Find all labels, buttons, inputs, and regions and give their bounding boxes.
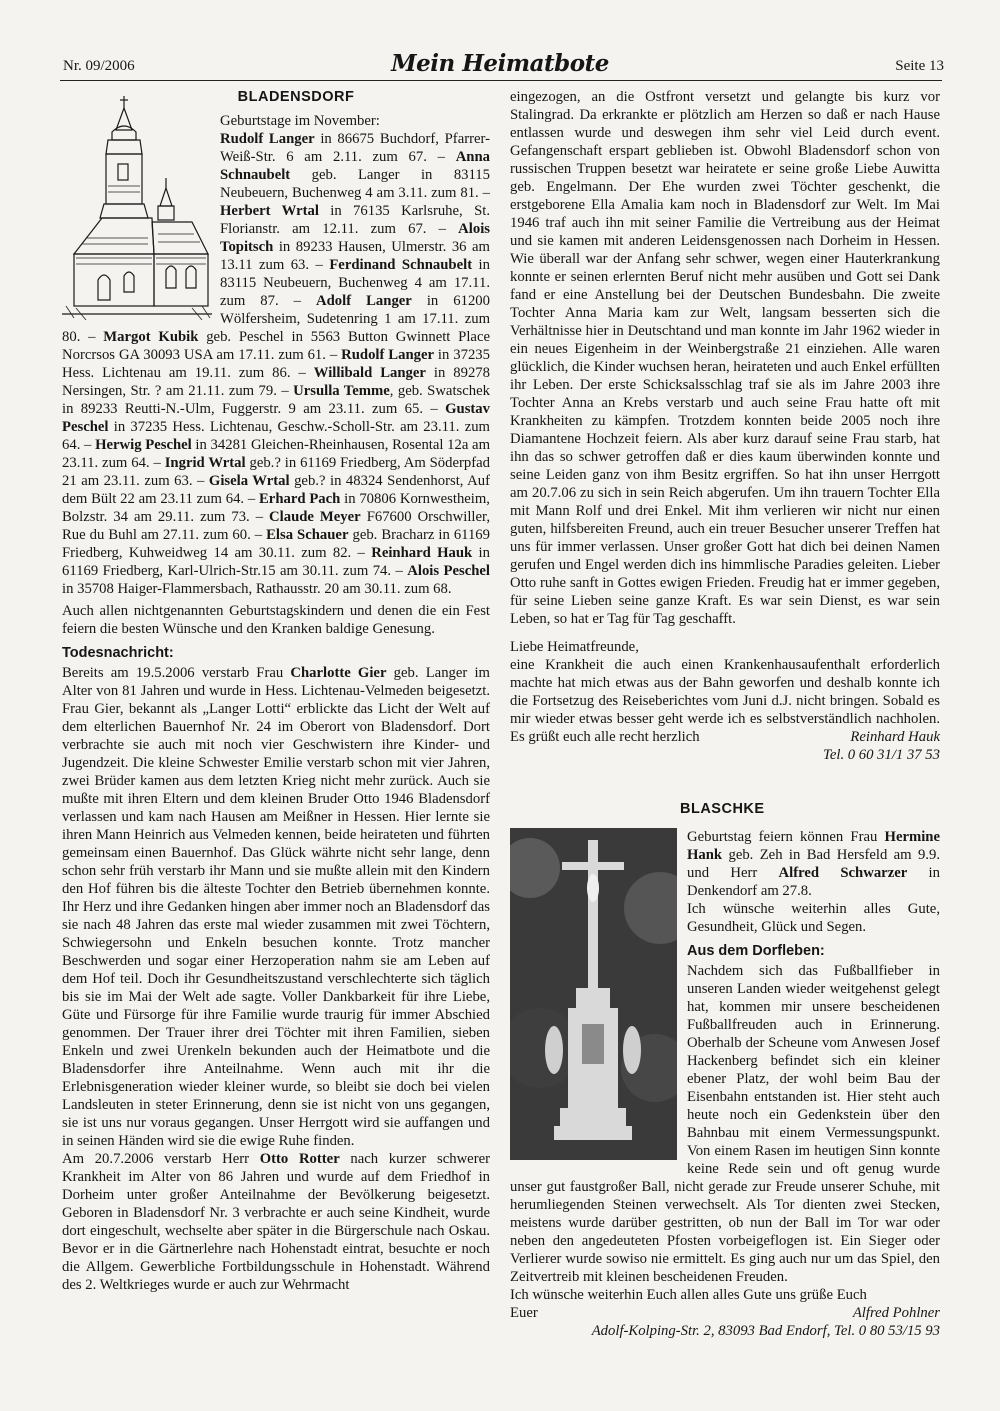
birthday-name: Rudolf Langer [341,347,434,363]
right-column [510,88,940,1340]
birthday-details: in 37235 Hess. Lichtenau, Geschw.-Scholl-Str. am 23.11. zum 64. – [62,419,490,453]
blaschke-name-1: Hermine Hank [687,829,940,863]
birthday-details: geb. Langer in 83115 Neubeuern, Buchenweg 4 am 3.11. zum 81. – [220,167,490,201]
birthday-details: in 89233 Hausen, Ulmerstr. 36 am 13.11 zum 63. – [220,239,490,273]
birthday-details: geb. Bracharz in 61169 Friedberg, Kuhweidweg 14 am 30.11. zum 82. – [62,527,490,561]
birthday-name: Anna Schnaubelt [220,149,490,183]
closing-signature-row [510,1304,940,1322]
birthday-name: Alois Peschel [407,563,490,579]
wishes-paragraph: Auch allen nichtgenannten Geburtstagskindern und denen die ein Fest feiern die besten Wünsche und den Kranken baldige Genesung. [62,603,490,637]
birthday-name: Gustav Peschel [62,401,490,435]
birthday-name: Alois Topitsch [220,221,490,255]
rotter-intro: Am 20.7.2006 verstarb Herr [62,1151,260,1167]
birthday-details: in 37235 Hess. Lichtenau am 19.11. zum 86. – [62,347,490,381]
page-number: Seite 13 [895,58,944,74]
birthday-name: Erhard Pach [259,491,341,507]
birthday-name: Margot Kubik [103,329,199,345]
birthday-details: in 61169 Friedberg, Karl-Ulrich-Str.15 am 30.11. zum 74. – [62,545,490,579]
village-life-heading: Aus dem Dorfleben: [687,943,825,959]
church-illustration [62,94,212,326]
bladensdorf-heading: BLADENSDORF [237,89,355,105]
issue-number: Nr. 09/2006 [63,58,135,74]
birthday-details: , geb. Swatschek in 89233 Reutti-N.-Ulm, Fuggerstr. 9 am 23.11. zum 65. – [62,383,490,417]
birthday-name: Rudolf Langer [220,131,315,147]
birthday-name: Herwig Peschel [95,437,192,453]
gier-name: Charlotte Gier [290,665,387,681]
birthday-details: geb. Peschel in 5563 Button Gwinnett Place Norcrsos GA 30093 USA am 17.11. zum 61. – [62,329,490,363]
gier-intro: Bereits am 19.5.2006 verstarb Frau [62,665,291,681]
blaschke-intro: Geburtstag feiern können Frau [687,829,885,845]
birthday-name: Willibald Langer [313,365,426,381]
birthday-details: geb.? in 48324 Sendenhorst, Auf dem Bült 22 am 23.11 zum 64. – [62,473,490,507]
letter-text [510,656,940,746]
closing-signature: Alfred Pohlner [852,1305,940,1321]
header-rule [60,80,942,81]
birthday-details: geb.? in 61169 Friedberg, Am Söderpfad 21 am 23.11. zum 63. – [62,455,490,489]
rotter-continued: eingezogen, an die Ostfront versetzt und gelangte bis kurz vor Stalingrad. Da erkrankte er plötzlich am Herzen so daß er nach Hause entlassen wurde und deswegen ihm sehr viel Leid durch event. Gefangenschaft erspart geblieben ist. Obwohl Bladensdorf schon von russischen Truppen besetzt war heiratete er seine große Liebe Auwitta geb. Engelmann. Der Ehe wurden zwei Töchter geschenkt, die erstgeborene Ella Amalia kam noch in Bladensdorf zur Welt. Im Mai 1946 traf auch ihn mit seiner Familie die Vertreibung aus der Heimat und sie kamen mit anderen Leidensgenossen nach Dorheim in Hessen. Wie überall war der Anfang sehr schwer, wegen einer Hauterkrankung konnte er seinen erlernten Beruf nicht mehr ausüben und Gott sei Dank fand er eine Anstellung bei der Deutschen Bundesbahn. Die zweite Tochter Anna Maria kam zur Welt, langsam besserten sich die Verhältnisse hier in Deutschtand und man konnte im Jahr 1962 wieder in ein neues Eigenheim in der Weinbergstraße 21 einziehen. Alle waren glücklich, die Kinder wuchsen heran, heirateten und auch Enkel erfüllten ihr Leben. Der erste Schicksalsschlag traf sie als im Jahre 2003 ihre Tochter Anna an Krebs verstarb und auch seine Frau hatte oft mit Krankheiten zu kämpfen. Trotzdem konnten beide 2005 noch ihre Diamantene Hochzeit feiern. Als aber kurz darauf seine Frau starb, hat ihn das so schwer getroffen daß er dies kaum überwinden konnte und seine Leiden ganz von ihm Besitz ergriffen. So hat ihn unser Herrgott am 20.7.06 zu sich in sein Reich abgerufen. Um ihn trauern Tochter Ella mit Mann Rolf und drei Enkel. Mit ihm verlieren wir nicht nur einen guten, hilfsbereiten Freund, auch ein treuer Besucher unserer Treffen hat uns für immer verlassen. Unser großer Gott hat dich bei deinen Namen gerufen und Engel werden dich ins himmlische Paradies geleiten. Lieber Otto ruhe sanft in Gottes ewigen Frieden. Freudig hat er immer gegeben, für seine Lieben seine ganze Kraft. Es war sein Dienst, es war sein Leben, so hat er Tag für Tag geschafft. [510,89,940,627]
newspaper-title: Mein Heimatbote [391,50,609,77]
birthday-name: Claude Meyer [269,509,361,525]
blaschke-wishes: Ich wünsche weiterhin alles Gute, Gesundheit, Glück und Segen. [687,901,940,935]
village-life-text: Nachdem sich das Fußballfieber in unseren Landen wieder weitgehenst gelegt hat, kommen mir unsere bescheidenen Fußballfreuden auch in Erinnerung. Oberhalb der Scheune vom Anwesen Josef Hackenberg befindet sich ein kleiner ebener Platz, der wohl beim Bau der Eisenbahn entstanden ist. Hier steht auch heute noch ein Gedenkstein über den Bahnbau mit einem Vermessungspunkt. Von einem Rasen im heutigen Sinn konnte keine Rede sein und oft genug wurde unser gut faustgroßer Ball, nicht gerade zur Freude unserer Schuhe, mit herumliegenden Steinen verwechselt. Als Tor dienten zwei Stecken, meistens wurde darüber gestritten, ob nun der Ball im Tor war oder neben den angedeuteten Pfosten vorbeigeflogen ist. Ein Sieger oder Verlierer wurde sowiso nie ermittelt. Es ging auch nur um das Spiel, den Zeitvertreib mit kleinen bescheidenen Freuden. [510,963,940,1285]
rotter-name: Otto Rotter [259,1151,340,1167]
birthday-details: in 34281 Gleichen-Rheinhausen, Rosental 12a am 23.11. zum 64. – [62,437,490,471]
letter-signature: Reinhard Hauk [850,729,940,745]
birthday-name: Ingrid Wrtal [164,455,246,471]
birthday-name: Gisela Wrtal [208,473,290,489]
rotter-obituary [62,1150,490,1294]
birthday-details: F67600 Orschwiller, Rue du Buhl am 27.11. zum 60. – [62,509,490,543]
author-address: Adolf-Kolping-Str. 2, 83093 Bad Endorf, Tel. 0 80 53/15 93 [591,1323,940,1339]
wayside-cross-photo [510,828,677,1160]
birthday-name: Adolf Langer [316,293,412,309]
birthday-name: Ferdinand Schnaubelt [329,257,473,273]
birthday-details: in 61200 Wölfersheim, Sudetenring 1 am 17.11. zum 80. – [62,293,490,345]
birthdays-intro: Geburtstage im November: [220,113,380,129]
birthday-details: in 89278 Nersingen, Str. ? am 21.11. zum 79. – [62,365,490,399]
blaschke-text-2: in Denkendorf am 27.8. [687,865,940,899]
blaschke-name-2: Alfred Schwarzer [778,865,908,881]
birthday-name: Reinhard Hauk [371,545,473,561]
birthday-name: Elsa Schauer [266,527,349,543]
letter-greeting: Liebe Heimatfreunde, [510,639,639,655]
closing-word: Euer [510,1305,538,1321]
birthday-details: in 86675 Buchdorf, Pfarrer-Weiß-Str. 6 am 2.11. zum 67. – [220,131,491,165]
gier-obituary [62,664,490,1150]
birthday-details: in 70806 Kornwestheim, Bolzstr. 34 am 29.11. zum 73. – [62,491,490,525]
blaschke-text-1: geb. Zeh in Bad Hersfeld am 9.9. und Herr [687,847,940,881]
letter-body: eine Krankheit die auch einen Krankenhausaufenthalt erforderlich machte hat mich etwas aus der Bahn geworfen und deshalb konnte ich die Fortsetzug des Reiseberichtes vom Juni d.J. nicht bringen. Sobald es mir wieder etwas besser geht werde ich es selbstverständlich nachholen. Es grüßt euch alle recht herzlich [510,657,940,745]
rotter-text: nach kurzer schwerer Krankheit im Alter von 86 Jahren und wurde auf dem Friedhof in Dorheim unter großer Anteilnahme der Bevölkerung beigesetzt. Geboren in Bladensdorf Nr. 3 verbrachte er auch seine Kindheit, wurde dort eingeschult, wechselte aber später in die Bürgerschule nach Oskau. Bevor er in die Gärtnerlehre nach Hohenstadt eintrat, besuchte er noch die Allgem. Gewerbliche Fortbildungsschule in Hohenstadt. Während des 2. Weltkrieges wurde er auch zur Wehrmacht [62,1151,490,1293]
closing-text: Ich wünsche weiterhin Euch allen alles Gute uns grüße Euch [510,1287,867,1303]
birthday-details: in 83115 Neubeuern, Buchenweg 4 am 17.11. zum 87. – [220,257,490,309]
birthday-details: in 76135 Karlsruhe, St. Florianstr. am 12.11. zum 67. – [220,203,490,237]
birthday-details: in 35708 Haiger-Flammersbach, Rathausstr. 20 am 30.11. zum 68. [62,581,452,597]
gier-text: geb. Langer im Alter von 81 Jahren und wurde in Hess. Lichtenau-Velmeden beigesetzt. Frau Gier, bekannt als „Langer Lotti“ erblickte das Licht der Welt auf dem elterlichen Bauernhof Nr. 24 im Oberort von Bladensdorf. Dort verbrachte sie auch mit noch vier Geschwistern ihre Kinder- und Jugendzeit. Die kleine Schwester Emilie verstarb schon mit vier Jahren, zwei Brüder kamen aus dem letzten Krieg nicht mehr zurück. Auch sie mußte mit ihren Eltern und dem kleinen Bruder Otto 1946 Bladensdorf verlassen und kam nach Hausen am Meißner in Hessen. Hier lernte sie ihren Mann Heinrich aus Velmeden kennen, beide heirateten und führten gemeinsam einen Bauernhof. Das Glück währte nicht sehr lange, denn schon sehr früh verstarb ihr Mann und sie mußte allein mit den Kindern den Hof führen bis die älteste Tochter den Betrieb übernehmen konnte. Ihr Herz und ihre Gedanken hingen aber immer noch an Bladensdorf das sie nach 48 Jahren das erste mal wieder zusammen mit zwei Töchtern, Schwiegersohn und Enkeln besuchen konnte. Trotz mancher Beschwerden und sogar einer Herzoperation nahm sie am Leben auf dem Hof teil. Doch ihr Gesundheitszustand verschlechterte sich täglich bis sie im Mai der Welt ade sagte. Voller Dankbarkeit für ihre Liebe, Güte und Fürsorge für ihre Familie wurde traurig für immer Abschied genommen. Der Trauer ihrer drei Töchter mit ihren Familien, sieben Enkeln und zwei Urenkeln bekunden auch der Heimatbote und die Bladensdorfer ihre Anteilnahme. Wenn auch mit ihr die Erlebnisgeneration wieder kleiner wurde, so bleibt sie doch bei vielen Landsleuten in steter Erinnerung, denn sie ist nicht von uns gegangen, sie ist uns nur voraus gegangen. Unser Herrgott wird sie auffangen und in seinen Händen wird sie die ewige Ruhe finden. [62,665,490,1149]
letter-phone: Tel. 0 60 31/1 37 53 [823,747,940,763]
birthday-name: Ursulla Temme [293,383,390,399]
death-notice-heading: Todesnachricht: [62,645,174,661]
birthday-name: Herbert Wrtal [220,203,319,219]
blaschke-heading: BLASCHKE [680,801,765,817]
left-column [62,88,490,1294]
